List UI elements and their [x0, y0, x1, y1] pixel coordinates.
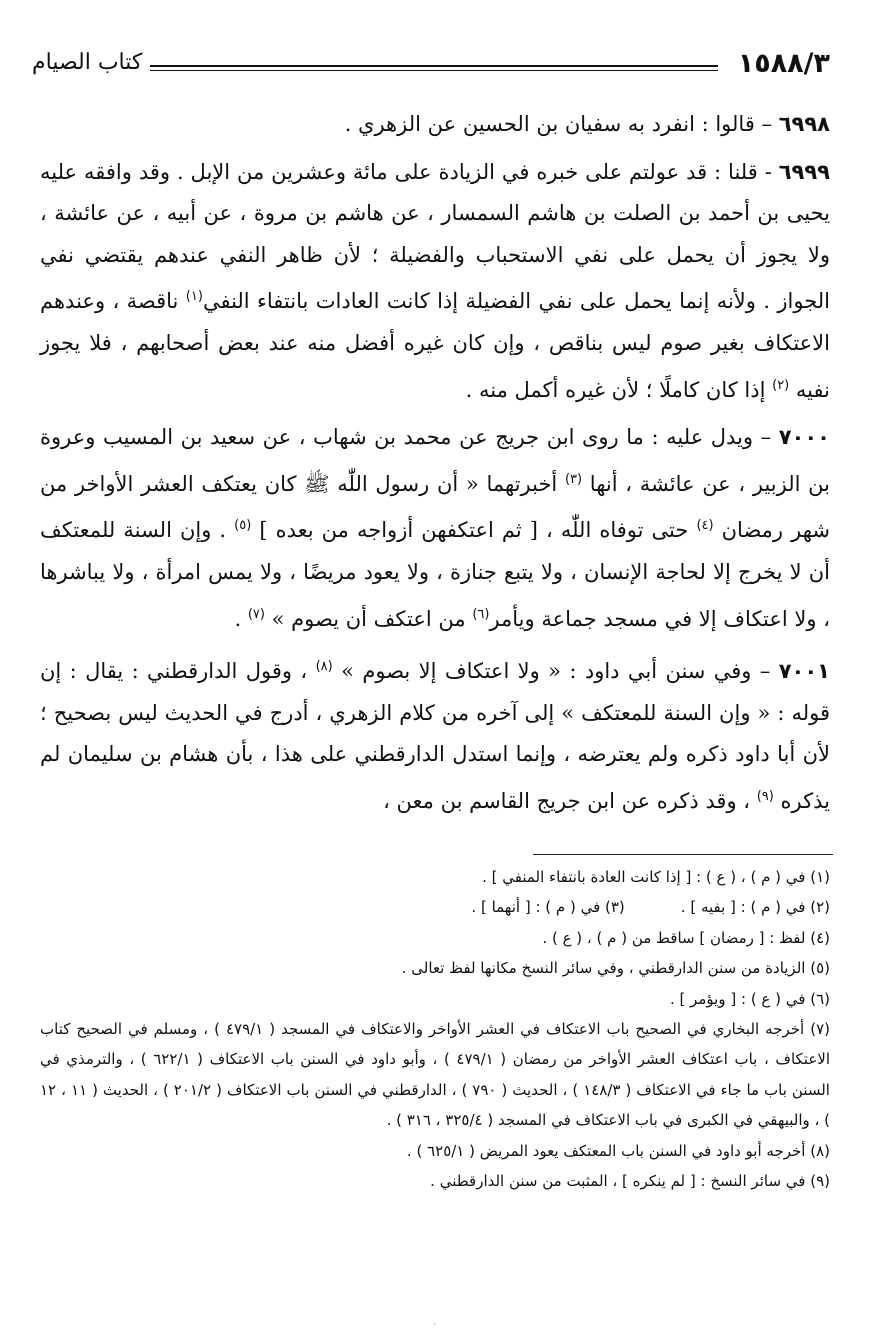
paragraph — [40, 104, 830, 146]
text-run: حتى توفاه اللّٰه ، [ ثم اعتكفهن أزواجه من بعده ] — [251, 518, 697, 543]
paragraph-number: ٦٩٩٨ — [778, 112, 830, 136]
paragraph-number: ٦٩٩٩ — [778, 159, 830, 184]
footnote-marker: (٢) — [772, 377, 790, 393]
footnote-7: (٧) أخرجه البخاري في الصحيح باب الاعتكاف في العشر الأواخر والاعتكاف في المسجد ( ٤٧٩/١ ) ، ومسلم في الصحيح كتاب الاعتكاف ، باب اعتكاف العشر الأواخر من رمضان ( ٤٧٩/١ ) ، وأبو داود في السنن باب الاعتكاف ( ٦٢٢/١ ) ، والترمذي في السنن باب ما جاء في الاعتكاف ( ١٤٨/٣ ) ، الحديث ( ٧٩٠ ) ، الدارقطني في السنن باب الاعتكاف ( ٢٠١/٢ ) ، الحديث ( ١١ ، ١٢ ) ، والبيهقي في الكبرى في باب الاعتكاف في المسجد ( ٣٢٥/٤ ، ٣١٦ ) . — [40, 1020, 830, 1130]
footnote-4: (٤) لفظ : [ رمضان ] ساقط من ( م ) ، ( ع ) . — [542, 928, 830, 947]
footnote-2: (٢) في ( م ) : [ بفيه ] . — [680, 898, 830, 917]
text-run: - قلنا : قد عولتم على خبره في الزيادة على مائة وعشرين من الإبل . وقد وافقه عليه يحيى بن أحمد بن الصلت بن هاشم السمسار ، عن هاشم بن مروة ، عن أبيه ، عن عائشة ، ولا يجوز أن يحمل على نفي الاستحباب والفضيلة ؛ لأن ظاهر النفي عندهم يقتضي نفي الجواز . ولأنه إنما يحمل على نفي الفضيلة إذا كانت العادات بانتفاء النفي — [40, 159, 831, 314]
text-run: . وإن السنة للمعتكف أن لا يخرج إلا لحاجة الإنسان ، ولا يتبع جنازة ، ولا يعود مريضًا ، ولا يمس امرأة ، ولا يباشرها ، ولا اعتكاف إلا في مسجد جماعة ويأمر — [40, 518, 830, 631]
text-run: – ويدل عليه : ما روى ابن جريج عن محمد بن شهاب ، عن سعيد بن المسيب وعروة بن الزبير ، عن عائشة ، أنها — [40, 425, 830, 496]
footnote-marker: (٥) — [234, 518, 252, 534]
paragraph — [40, 646, 830, 822]
footnote-3: (٣) في ( م ) : [ أنهما ] . — [471, 898, 625, 917]
page-header — [32, 44, 830, 92]
text-run: – وفي سنن أبي داود : « ولا اعتكاف إلا بصوم » — [332, 659, 779, 684]
text-run: – قالوا : انفرد به سفيان بن الحسين عن الزهري . — [344, 112, 779, 136]
text-run: ناقصة ، وعندهم الاعتكاف بغير صوم ليس بناقص ، وإن كان غيره أفضل منه عند بعض أصحابهم ، فلا يجوز نفيه — [40, 289, 830, 402]
text-run: أخبرتهما « أن رسول اللّٰه ﷺ كان يعتكف العشر الأواخر من شهر رمضان — [40, 471, 830, 543]
running-title: كتاب الصيام — [32, 50, 143, 75]
footnote-marker: (٩) — [756, 788, 774, 804]
footnote-9: (٩) في سائر النسخ : [ لم ينكره ] ، المثبت من سنن الدارقطني . — [430, 1172, 830, 1191]
footnotes — [40, 862, 830, 1196]
page-mark: . — [433, 1317, 437, 1328]
main-text — [40, 104, 830, 829]
footnote-marker: (٣) — [564, 471, 583, 487]
footnote-8: (٨) أخرجه أبو داود في السنن باب المعتكف يعود المريض ( ٦٢٥/١ ) . — [406, 1141, 830, 1160]
paragraph — [40, 417, 830, 640]
text-run: من اعتكف أن يصوم » — [264, 606, 473, 631]
paragraph — [40, 152, 830, 412]
footnote-row — [40, 892, 830, 922]
footnote-6: (٦) في ( ع ) : [ ويؤمر ] . — [669, 989, 830, 1008]
paragraph-number: ٧٠٠١ — [778, 659, 830, 684]
header-rule — [150, 65, 718, 71]
text-run: ، وقد ذكره عن ابن جريج القاسم بن معن ، — [383, 788, 757, 813]
footnote-marker: (٦) — [472, 606, 490, 622]
footnote-divider — [533, 854, 833, 855]
footnote-marker: (٧) — [247, 606, 265, 622]
paragraph-number: ٧٠٠٠ — [778, 425, 830, 450]
footnote-1: (١) في ( م ) ، ( ع ) : [ إذا كانت العادة بانتفاء المنفي ] . — [482, 868, 830, 886]
text-run: . — [234, 606, 248, 631]
text-run: ، وقول الدارقطني : يقال : إن قوله : « وإن السنة للمعتكف » إلى آخره من كلام الزهري ، أدرج في الحديث ليس بصحيح ؛ لأن أبا داود ذكره ولم يعترضه ، وإنما استدل الدارقطني على هذا ، بأن هشام بن سليمان لم يذكره — [40, 659, 830, 813]
footnote-5: (٥) الزيادة من سنن الدارقطني ، وفي سائر النسخ مكانها لفظ تعالى . — [401, 959, 830, 978]
text-run: إذا كان كاملًا ؛ لأن غيره أكمل منه . — [465, 377, 773, 402]
footnote-marker: (٤) — [696, 518, 714, 534]
footnote-marker: (١) — [185, 289, 203, 305]
page-number: ١٥٨٨/٣ — [737, 48, 830, 79]
footnote-marker: (٨) — [315, 659, 333, 675]
